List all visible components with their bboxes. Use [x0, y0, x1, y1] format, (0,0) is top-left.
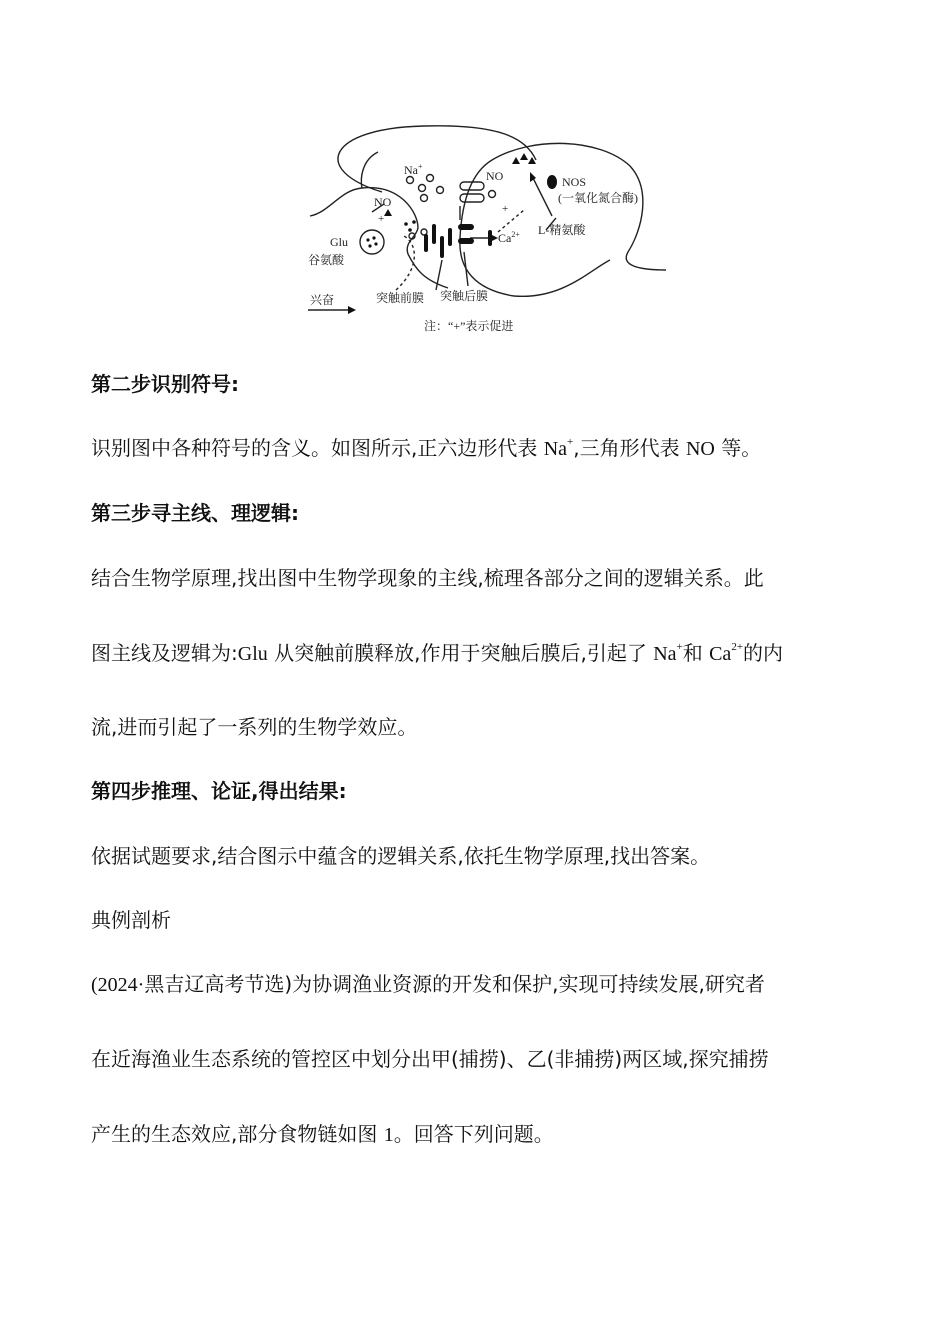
synapse-figure	[300, 120, 670, 340]
example-heading: 典例剖析	[91, 908, 171, 932]
label-pre: 突触前膜	[376, 291, 425, 305]
presynaptic-neck	[361, 152, 378, 188]
label-arg: L-精氨酸	[538, 223, 586, 237]
label-post: 突触后膜	[440, 289, 489, 303]
step3-heading: 第三步寻主线、理逻辑:	[91, 501, 299, 525]
label-ca: $Ca^{2+}$	[498, 230, 520, 245]
post-leader	[464, 252, 468, 286]
figure-note: 注：“+”表示促进	[424, 319, 514, 333]
synapse-diagram	[300, 120, 670, 340]
label-no-left: NO	[374, 195, 392, 209]
step4-text: 依据试题要求,结合图示中蕴含的逻辑关系,依托生物学原理,找出答案。	[91, 844, 711, 868]
label-plus-1: +	[378, 213, 385, 225]
example-line-1: (2024·黑吉辽高考节选)为协调渔业资源的开发和保护,实现可持续发展,研究者	[91, 972, 765, 996]
label-nos-desc: (一氧化氮合酶)	[558, 191, 638, 205]
na-ion	[437, 187, 444, 194]
label-na: Na+	[404, 162, 423, 177]
label-plus-2: +	[502, 203, 509, 215]
glu-release-path	[396, 236, 414, 290]
step2-text: 识别图中各种符号的含义。如图所示,正六边形代表 Na+,三角形代表 NO 等。	[91, 436, 762, 460]
feedback-arc	[338, 126, 536, 192]
glu-vesicle	[360, 230, 384, 254]
postsynaptic-lower-outline	[460, 238, 610, 296]
step3-line-3: 流,进而引起了一系列的生物学效应。	[91, 715, 418, 739]
nos-ellipse	[547, 175, 557, 189]
label-glu-cn: 谷氨酸	[308, 253, 345, 267]
label-nos: NOS	[562, 175, 587, 189]
arrowhead	[530, 172, 536, 182]
arrowhead	[490, 234, 498, 242]
example-line-3: 产生的生态效应,部分食物链如图 1。回答下列问题。	[91, 1122, 554, 1146]
step2-heading: 第二步识别符号:	[91, 372, 239, 396]
na-ion	[421, 195, 428, 202]
na-ion	[489, 191, 496, 198]
label-no-top: NO	[486, 169, 504, 183]
na-ion	[407, 177, 414, 184]
no-triangle	[384, 209, 392, 216]
na-ion	[419, 185, 426, 192]
step3-line-1: 结合生物学原理,找出图中生物学现象的主线,梳理各部分之间的逻辑关系。此	[91, 566, 764, 590]
example-line-2: 在近海渔业生态系统的管控区中划分出甲(捕捞)、乙(非捕捞)两区域,探究捕捞	[91, 1047, 769, 1071]
postsynaptic-membrane-outline	[460, 143, 666, 270]
na-channel	[460, 194, 484, 202]
step4-heading: 第四步推理、论证,得出结果:	[91, 779, 347, 803]
na-ion	[427, 175, 434, 182]
label-glu: Glu	[330, 235, 348, 249]
step3-line-2: 图主线及逻辑为:Glu 从突触前膜释放,作用于突触后膜后,引起了 Na+和 $Ca^{2+}$的内	[91, 641, 784, 665]
label-excite: 兴奋	[310, 293, 335, 307]
no-triangle	[520, 153, 528, 160]
arrowhead	[348, 306, 356, 314]
no-triangle	[512, 157, 520, 164]
